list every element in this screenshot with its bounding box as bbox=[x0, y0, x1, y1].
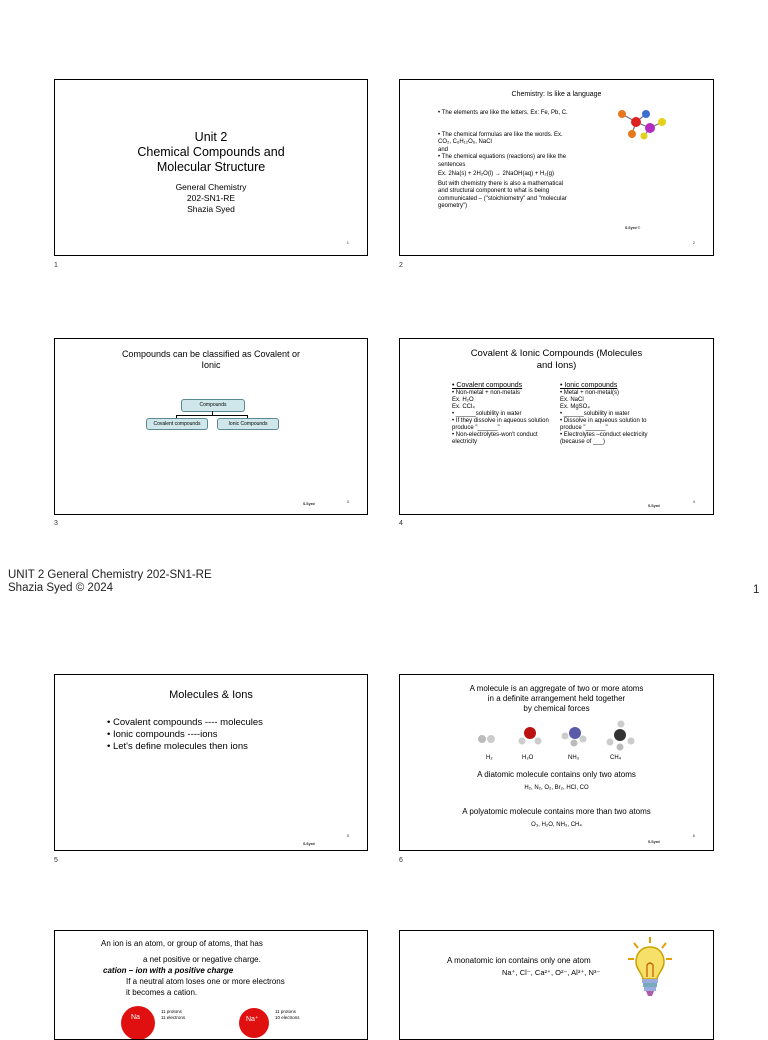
slide-6 bbox=[399, 674, 714, 851]
slide-2-text: and bbox=[438, 146, 449, 153]
slide-5-item: • Let's define molecules then ions bbox=[107, 741, 263, 753]
diagram-node-covalent: Covalent compounds bbox=[146, 418, 208, 430]
covalent-item: • Non-metal + non-metals bbox=[452, 390, 556, 397]
monatomic-examples: Na⁺, Cl⁻, Ca²⁺, O²⁻, Al³⁺, N³⁻ bbox=[502, 968, 601, 977]
author-signature: S.Syed bbox=[648, 840, 660, 844]
page-slide-number: 3 bbox=[54, 520, 58, 527]
monatomic-definition: A monatomic ion contains only one atom bbox=[447, 956, 591, 965]
slide-5-item: • Covalent compounds ---- molecules bbox=[107, 717, 263, 729]
slide-3 bbox=[54, 338, 368, 515]
slide-4 bbox=[399, 338, 714, 515]
slide-number: 5 bbox=[346, 833, 349, 838]
lightbulb-icon bbox=[626, 935, 674, 1001]
sodium-ion-label: Na⁺ bbox=[246, 1016, 259, 1023]
slide-5-item: • Ionic compounds ----ions bbox=[107, 729, 263, 741]
covalent-item: • Non-electrolytes-won't conduct electricity bbox=[452, 432, 556, 446]
molecule-label: H₂O bbox=[522, 755, 534, 761]
slide-2-text: • The elements are like the letters. Ex: Fe, Pb, C. bbox=[438, 110, 628, 118]
slide-number: 1 bbox=[346, 240, 349, 245]
slide-2-equation: Ex. 2Na(s) + 2H₂O(l) → 2NaOH(aq) + H₂(g) bbox=[438, 171, 555, 177]
author-signature: S.Syed bbox=[303, 502, 315, 506]
diatomic-definition: A diatomic molecule contains only two atoms bbox=[477, 770, 636, 779]
sodium-atom-label: Na bbox=[131, 1014, 140, 1021]
page-slide-number: 1 bbox=[54, 262, 58, 269]
slide-3-title-line: Ionic bbox=[201, 360, 221, 370]
slide-4-title-line: Covalent & Ionic Compounds (Molecules bbox=[470, 348, 643, 359]
molecule-definition: A molecule is an aggregate of two or more atoms bbox=[469, 684, 644, 693]
slide-1-title-line: Chemical Compounds and bbox=[137, 145, 285, 159]
author-signature: S.Syed bbox=[303, 842, 315, 846]
slide-2 bbox=[399, 79, 714, 256]
slide-5 bbox=[54, 674, 368, 851]
slide-number: 2 bbox=[692, 240, 695, 245]
molecule-definition: in a definite arrangement held together bbox=[487, 694, 626, 703]
slide-2-text: communicated – ("stoichiometry" and "molecular bbox=[438, 195, 567, 202]
polyatomic-definition: A polyatomic molecule contains more than two atoms bbox=[462, 807, 651, 816]
covalent-item: • ______solubility in water bbox=[452, 411, 556, 418]
molecule-label: H₂ bbox=[486, 755, 493, 761]
diatomic-examples: H₂, N₂, O₂, Br₂, HCl, CO bbox=[524, 785, 589, 791]
diagram-node-ionic: Ionic Compounds bbox=[217, 418, 279, 430]
author-signature: S.Syed bbox=[648, 504, 660, 508]
slide-2-text: • The chemical formulas are like the words. Ex. bbox=[438, 132, 628, 140]
footer-course: UNIT 2 General Chemistry 202-SN1-RE bbox=[8, 569, 212, 581]
ionic-item: • Electrolytes –conduct electricity (because of ___) bbox=[560, 432, 668, 446]
molecule-models-image bbox=[470, 719, 650, 755]
ionic-item: • Metal + non-metal(s) bbox=[560, 390, 668, 397]
sodium-protons: 11 protons bbox=[161, 1009, 182, 1014]
ionic-item: • ______solubility in water bbox=[560, 411, 668, 418]
slide-4-title-line: and Ions) bbox=[536, 360, 577, 371]
slide-2-text: But with chemistry there is also a mathematical bbox=[438, 180, 564, 187]
page-slide-number: 2 bbox=[399, 262, 403, 269]
slide-1-subtitle-line: 202-SN1-RE bbox=[186, 193, 236, 203]
slide-2-text: CO₂, C₆H₁₂O₆, NaCl bbox=[438, 139, 492, 145]
cation-text: it becomes a cation. bbox=[126, 988, 198, 997]
polyatomic-examples: O₃, H₂O, NH₃, CH₄ bbox=[531, 822, 582, 828]
slide-1-subtitle-line: General Chemistry bbox=[175, 182, 247, 192]
ionic-item: Ex. MgSO₄ bbox=[560, 404, 590, 410]
slide-number: 6 bbox=[692, 833, 695, 838]
covalent-item: Ex. H₂O bbox=[452, 397, 474, 403]
molecule-model-icon bbox=[614, 106, 670, 142]
slide-number: 4 bbox=[692, 499, 695, 504]
molecule-label: NH₃ bbox=[568, 755, 580, 761]
page-footer bbox=[8, 569, 212, 595]
page-slide-number: 5 bbox=[54, 857, 58, 864]
slide-2-text: sentences bbox=[438, 161, 466, 168]
sodium-ion bbox=[239, 1008, 269, 1038]
sodium-electrons: 11 electrons bbox=[161, 1015, 186, 1020]
ionic-item: • Dissolve in aqueous solution to produce "______" bbox=[560, 418, 668, 432]
molecule-label: CH₄ bbox=[610, 755, 622, 761]
covalent-item: • If they dissolve in aqueous solution produce "______" bbox=[452, 418, 556, 432]
footer-author: Shazia Syed © 2024 bbox=[8, 582, 114, 594]
diagram-connector bbox=[176, 415, 248, 416]
sodium-atom bbox=[121, 1006, 155, 1040]
slide-2-text: and structural component to what is being bbox=[438, 188, 550, 194]
ionic-item: Ex. NaCl bbox=[560, 397, 584, 403]
slide-number: 3 bbox=[346, 499, 349, 504]
diagram-root-node: Compounds bbox=[181, 399, 245, 412]
author-signature: S.Syed © bbox=[625, 226, 641, 230]
slide-1-title-line: Molecular Structure bbox=[156, 160, 266, 174]
sodium-ion-protons: 11 protons bbox=[275, 1009, 296, 1014]
page-slide-number: 4 bbox=[399, 520, 403, 527]
slide-3-title-line: Compounds can be classified as Covalent or bbox=[121, 349, 301, 359]
slide-2-text: geometry") bbox=[438, 203, 468, 209]
ion-definition: a net positive or negative charge. bbox=[143, 955, 261, 964]
slide-2-text: • The chemical equations (reactions) are like the bbox=[438, 154, 628, 162]
sodium-ion-electrons: 10 electrons bbox=[275, 1015, 300, 1020]
covalent-item: Ex. CCl₄ bbox=[452, 404, 475, 410]
page-slide-number: 6 bbox=[399, 857, 403, 864]
cation-definition: cation – ion with a positive charge bbox=[103, 966, 234, 975]
slide-2-title: Chemistry: Is like a language bbox=[511, 91, 602, 98]
slide-1 bbox=[54, 79, 368, 256]
slide-1-title-line: Unit 2 bbox=[194, 130, 228, 144]
covalent-heading: • Covalent compounds bbox=[452, 381, 556, 390]
slide-1-subtitle-line: Shazia Syed bbox=[187, 204, 235, 214]
ion-definition: An ion is an atom, or group of atoms, that has bbox=[101, 939, 263, 948]
molecule-definition: by chemical forces bbox=[523, 704, 590, 713]
cation-text: If a neutral atom loses one or more electrons bbox=[126, 977, 285, 986]
page-number: 1 bbox=[753, 584, 760, 596]
slide-5-title: Molecules & Ions bbox=[169, 689, 253, 701]
ionic-heading: • Ionic compounds bbox=[560, 381, 668, 390]
